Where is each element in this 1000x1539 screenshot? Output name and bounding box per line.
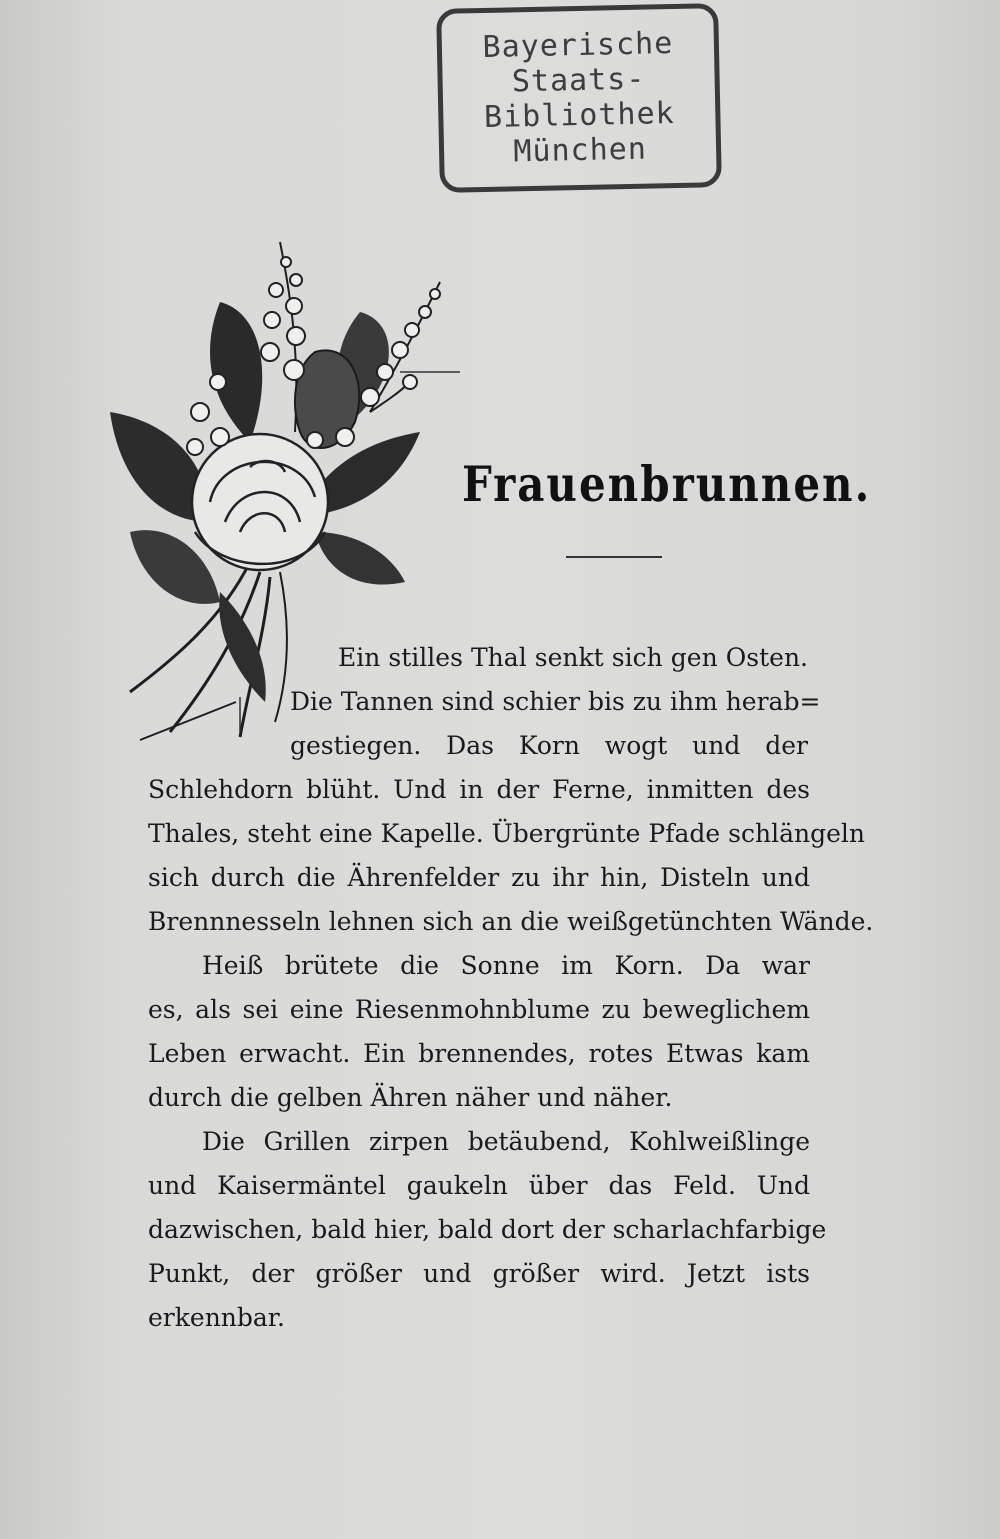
paragraph-body: [148, 768, 874, 1340]
library-stamp: [436, 3, 722, 193]
stamp-line: Bayerische: [482, 26, 674, 66]
text-line: durch die gelben Ähren näher und näher.: [148, 1083, 673, 1112]
text-line: es, als sei eine Riesenmohnblume zu beweglichem: [148, 995, 810, 1024]
text-line: erkennbar.: [148, 1303, 285, 1332]
rose: [192, 434, 328, 570]
chapter-title: Frauenbrunnen.: [462, 456, 872, 513]
text-line: Die Grillen zirpen betäubend, Kohlweißlinge: [202, 1127, 810, 1156]
text-line: Ein stilles Thal senkt sich gen Osten.: [338, 643, 808, 672]
text-line: Schlehdorn blüht. Und in der Ferne, inmitten des: [148, 775, 810, 804]
text-line: gestiegen. Das Korn wogt und der: [290, 731, 808, 760]
leaf-right-lower: [315, 532, 405, 585]
stamp-line: München: [513, 131, 648, 170]
text-line: und Kaisermäntel gaukeln über das Feld. Und: [148, 1171, 810, 1200]
text-line: Die Tannen sind schier bis zu ihm herab=: [290, 687, 821, 716]
text-line: Brennnesseln lehnen sich an die weißgetünchten Wände.: [148, 907, 874, 936]
stamp-line: Staats-: [511, 61, 646, 100]
text-line: Heiß brütete die Sonne im Korn. Da war: [202, 951, 810, 980]
text-line: sich durch die Ährenfelder zu ihr hin, Disteln und: [148, 863, 810, 892]
stamp-line: Bibliothek: [483, 96, 676, 135]
text-line: dazwischen, bald hier, bald dort der scharlachfarbige: [148, 1215, 827, 1244]
paragraph-opening: [290, 636, 821, 768]
text-line: Leben erwacht. Ein brennendes, rotes Etwas kam: [148, 1039, 810, 1068]
title-divider: [566, 556, 662, 558]
text-line: Thales, steht eine Kapelle. Übergrünte Pfade schlängeln: [148, 819, 865, 848]
text-line: Punkt, der größer und größer wird. Jetzt ists: [148, 1259, 810, 1288]
leaf-left-upper: [210, 302, 262, 442]
